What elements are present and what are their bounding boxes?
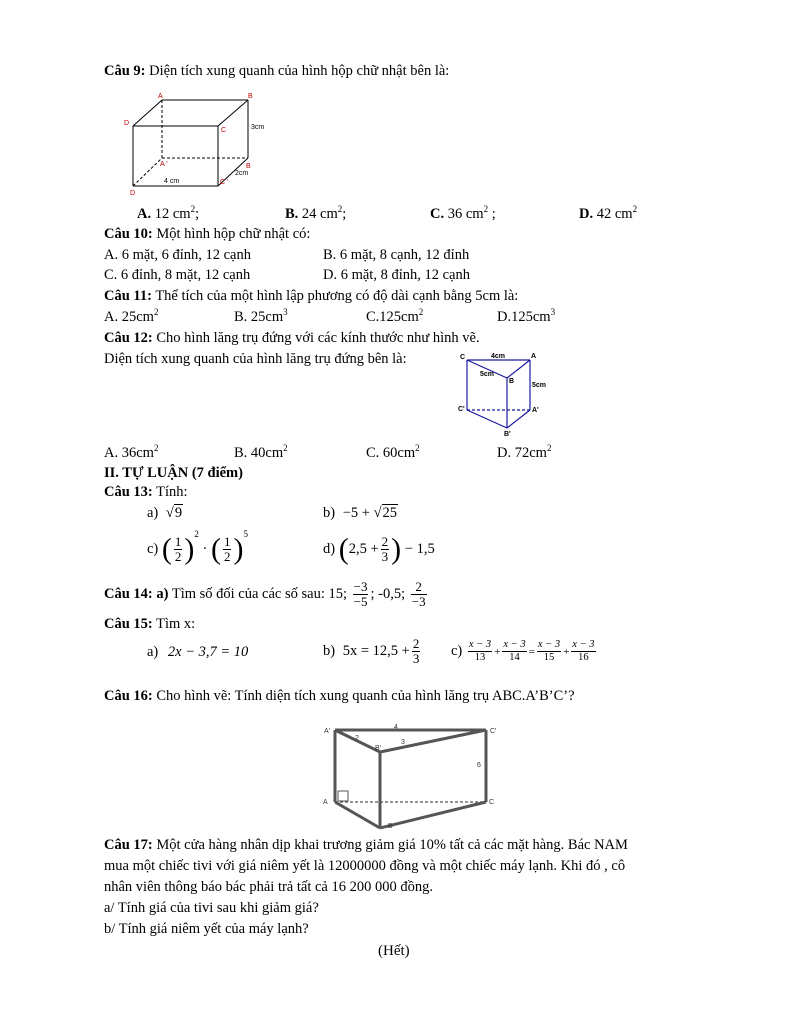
q12-fig-A1: A' xyxy=(532,407,539,414)
q17-part-a: a/ Tính giá của tivi sau khi giảm giá? xyxy=(104,900,319,916)
q9-text: Diện tích xung quanh của hình hộp chữ nhật bên là: xyxy=(145,63,450,79)
q12-fig-B1: B' xyxy=(504,431,511,438)
q12-fig-top: 4cm xyxy=(491,353,506,360)
sqrt-icon: √ xyxy=(165,505,174,521)
q9-fig-D1: D xyxy=(130,190,136,197)
q12-fig-C: C xyxy=(460,354,466,361)
q12-option-a[interactable]: A. $36cm^2$ xyxy=(104,443,159,461)
q9-option-c[interactable]: C. 36 $cm^2$ ; xyxy=(430,204,496,222)
q9-option-b[interactable]: B. 24 $cm^2$; xyxy=(285,204,347,222)
q11-option-d[interactable]: $D.125cm^3$ xyxy=(497,307,556,325)
q13-heading: Câu 13: Tính: xyxy=(104,484,188,500)
q16-fig-label-4: 4 xyxy=(394,724,398,731)
q16-heading: Câu 16: Cho hình vẽ: Tính diện tích xung quanh của hình lăng trụ ABC.A’B’C’? xyxy=(104,688,575,704)
q12-option-b[interactable]: B. $40cm^2$ xyxy=(234,443,288,461)
q17-part-b: b/ Tính giá niêm yết của máy lạnh? xyxy=(104,921,309,937)
q9-fig-C: C xyxy=(221,127,227,134)
q16-prism-figure xyxy=(318,720,508,838)
q10-heading: Câu 10: Một hình hộp chữ nhật có: xyxy=(104,226,311,242)
q12-fig-side: 5cm xyxy=(480,371,495,378)
q16-fig-B1: B' xyxy=(375,745,382,752)
q12-heading: Câu 12: Cho hình lăng trụ đứng với các kính thước như hình vẽ. xyxy=(104,330,480,346)
q10-option-b[interactable]: B. 6 mặt, 8 cạnh, 12 đỉnh xyxy=(323,247,470,263)
q16-fig-C1: C' xyxy=(490,728,497,735)
q11-heading: Câu 11: Thể tích của một hình lập phương có độ dài cạnh bằng 5cm là: xyxy=(104,288,519,304)
q12-option-c[interactable]: C. $60cm^2$ xyxy=(366,443,420,461)
q10-option-a[interactable]: A. 6 mặt, 6 đỉnh, 12 cạnh xyxy=(104,247,251,263)
q16-fig-B: B xyxy=(388,823,393,830)
q16-fig-label-2: 2 xyxy=(355,735,359,742)
q16-fig-C: C xyxy=(489,799,495,806)
q12-fig-height: 5cm xyxy=(532,382,547,389)
q13-d: d) (2,5 + $\frac{2}{3}$ ) − 1,5 xyxy=(323,532,435,566)
q11-option-b[interactable]: B. $25cm^3$ xyxy=(234,307,288,325)
q9-box-figure xyxy=(120,88,280,197)
q12-fig-C1: C' xyxy=(458,406,465,413)
q9-fig-length: 4 cm xyxy=(164,178,180,185)
q13-c: c) ( $\frac{1}{2}$ )$^2$ · ( $\frac{1}{2}$ )$^5$ xyxy=(147,529,248,566)
end-marker: (Hết) xyxy=(378,943,410,959)
part2-heading: II. TỰ LUẬN (7 điểm) xyxy=(104,465,243,481)
q9-label: Câu 9: xyxy=(104,63,146,79)
q9-fig-B1: B xyxy=(246,163,251,170)
q9-heading xyxy=(104,62,449,80)
q17-line2: mua một chiếc tivi với giá niêm yết là 12000000 đồng và một chiếc máy lạnh. Khi đó , cô xyxy=(104,858,626,874)
q9-fig-height: 3cm xyxy=(251,124,265,131)
q16-fig-A: A xyxy=(323,799,328,806)
q16-fig-A1: A' xyxy=(324,728,331,735)
q11-option-c[interactable]: $C.125cm^2$ xyxy=(366,307,424,325)
q11-option-a[interactable]: A. $25cm^2$ xyxy=(104,307,159,325)
q9-fig-A1: A ' xyxy=(160,161,168,168)
q9-fig-width: 2cm xyxy=(235,170,249,177)
q15-c: c) $\frac{x - 3}{13}$ + $\frac{x - 3}{14}$ = $\frac{x - 3}{15}$ + $\frac{x - 3}{16}$ xyxy=(451,639,595,664)
q17-line3: nhân viên thông báo bác phải trả tất cả 16 200 000 đồng. xyxy=(104,879,433,895)
q10-option-d[interactable]: D. 6 mặt, 8 đỉnh, 12 cạnh xyxy=(323,267,470,283)
q15-b: b) 5x = 12,5 + $\frac{2}{3}$ xyxy=(323,636,420,667)
q14: Câu 14: a) Tìm số đối của các số sau: 15; $\frac{-3}{-5}$ ; -0,5; $\frac{2}{-3}$ xyxy=(104,579,426,610)
q12-fig-B: B xyxy=(509,378,515,385)
q12-fig-A: A xyxy=(531,353,537,360)
q9-fig-D: D xyxy=(124,120,130,127)
q9-fig-C1: C ' xyxy=(220,179,229,186)
q9-fig-A: A xyxy=(158,93,163,100)
q13-b: b) −5 + √25 xyxy=(323,505,398,521)
q12-prism-figure xyxy=(455,348,555,440)
q15-a: a) 2x − 3,7 = 10 xyxy=(147,644,249,660)
q12-text2: Diện tích xung quanh của hình lăng trụ đứng bên là: xyxy=(104,351,407,367)
q16-fig-label-6: 6 xyxy=(477,762,481,769)
q9-fig-B: B xyxy=(248,93,253,100)
q15-heading: Câu 15: Tìm x: xyxy=(104,616,196,632)
q9-option-a[interactable]: A. 12 $cm^2$; xyxy=(137,204,200,222)
q9-option-d[interactable]: D. 42 $cm^2$ xyxy=(579,204,638,222)
sqrt-icon: √ xyxy=(373,505,382,521)
q13-a: a) √9 xyxy=(147,505,183,521)
q10-option-c[interactable]: C. 6 đỉnh, 8 mặt, 12 cạnh xyxy=(104,267,251,283)
q12-option-d[interactable]: D. $72cm^2$ xyxy=(497,443,552,461)
q17-line1: Câu 17: Một cửa hàng nhân dịp khai trương giảm giá 10% tất cả các mặt hàng. Bác NAM xyxy=(104,837,628,853)
q16-fig-label-3: 3 xyxy=(401,739,405,746)
